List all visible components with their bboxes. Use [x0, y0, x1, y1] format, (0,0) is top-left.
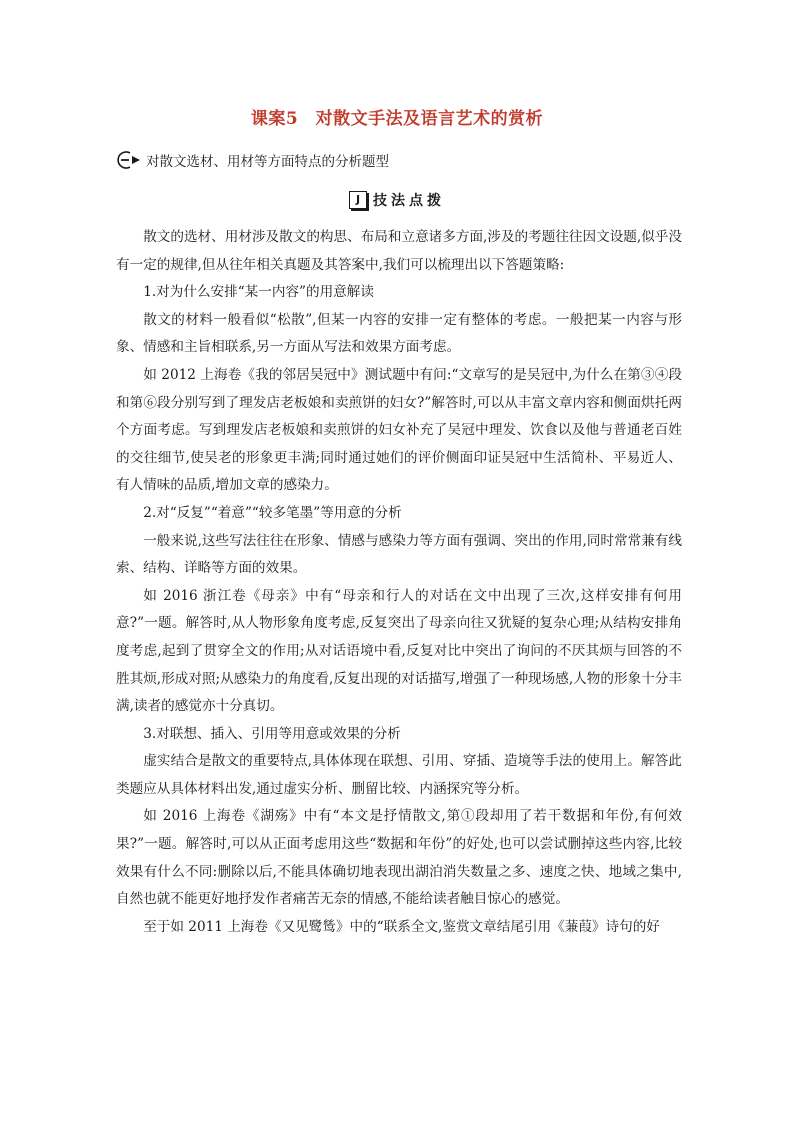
- technique-subheading-label: 技法点拨: [373, 193, 445, 209]
- paragraph: 如 2016 浙江卷《母亲》中有“母亲和行人的对话在文中出现了三次,这样安排有何用意?”一题。解答时,从人物形象角度考虑,反复突出了母亲向往又犹疑的复杂心理;从结构安排角度考虑,起到了贯穿全文的作用;从对话语境中看,反复对比中突出了询问的不厌其烦与回答的不胜其烦,形成对照;从感染力的角度看,反复出现的对话描写,增强了一种现场感,人物的形象十分丰满,读者的感觉亦十分真切。: [116, 587, 682, 715]
- section-heading: [116, 150, 389, 170]
- paragraph: 一般来说,这些写法往往在形象、情感与感染力等方面有强调、突出的作用,同时常常兼有线索、结构、详略等方面的效果。: [116, 532, 682, 577]
- body-text: [116, 224, 682, 941]
- technique-subheading: [0, 190, 794, 210]
- point-heading: 3.对联想、插入、引用等用意或效果的分析: [143, 725, 401, 742]
- paragraph: 虚实结合是散文的重要特点,具体体现在联想、引用、穿插、造境等手法的使用上。解答此类题应从具体材料出发,通过虚实分析、删留比较、内涵探究等分析。: [116, 753, 682, 797]
- paragraph: 如 2012 上海卷《我的邻居吴冠中》测试题中有问:“文章写的是吴冠中,为什么在第③④段和第⑥段分别写到了理发店老板娘和卖煎饼的妇女?”解答时,可以从丰富文章内容和侧面烘托两个方面考虑。写到理发店老板娘和卖煎饼的妇女补充了吴冠中理发、饮食以及他与普通老百姓的交往细节,使吴老的形象更丰满;同时通过她们的评价侧面印证吴冠中生活简朴、平易近人、有人情味的品质,增加文章的感染力。: [116, 366, 682, 494]
- point-heading: 1.对为什么安排“某一内容”的用意解读: [143, 284, 374, 301]
- point-heading: 2.对“反复”“着意”“较多笔墨”等用意的分析: [143, 504, 402, 521]
- paragraph: 至于如 2011 上海卷《又见鹭鸶》中的“联系全文,鉴赏文章结尾引用《蒹葭》诗句的好: [143, 918, 660, 935]
- paragraph: 散文的材料一般看似“松散”,但某一内容的安排一定有整体的考虑。一般把某一内容与形象、情感和主旨相联系,另一方面从写法和效果方面考虑。: [116, 311, 682, 356]
- section-heading-label: 对散文选材、用材等方面特点的分析题型: [146, 154, 389, 170]
- j-letter-icon: J: [349, 191, 367, 209]
- page-title: 课案5 对散文手法及语言艺术的赏析: [250, 109, 544, 129]
- paragraph: 散文的选材、用材涉及散文的构思、布局和立意诸多方面,涉及的考题往往因文设题,似乎没有一定的规律,但从往年相关真题及其答案中,我们可以梳理出以下答题策略:: [116, 229, 682, 273]
- section-number-badge-icon: [116, 150, 142, 170]
- paragraph: 如 2016 上海卷《湖殇》中有“本文是抒情散文,第①段却用了若干数据和年份,有何效果?”一题。解答时,可以从正面考虑用这些“数据和年份”的好处,也可以尝试删掉这些内容,比较效果有什么不同:删除以后,不能具体确切地表现出湖泊消失数量之多、速度之快、地域之集中,自然也就不能更好地抒发作者痛苦无奈的情感,不能给读者触目惊心的感觉。: [116, 808, 682, 908]
